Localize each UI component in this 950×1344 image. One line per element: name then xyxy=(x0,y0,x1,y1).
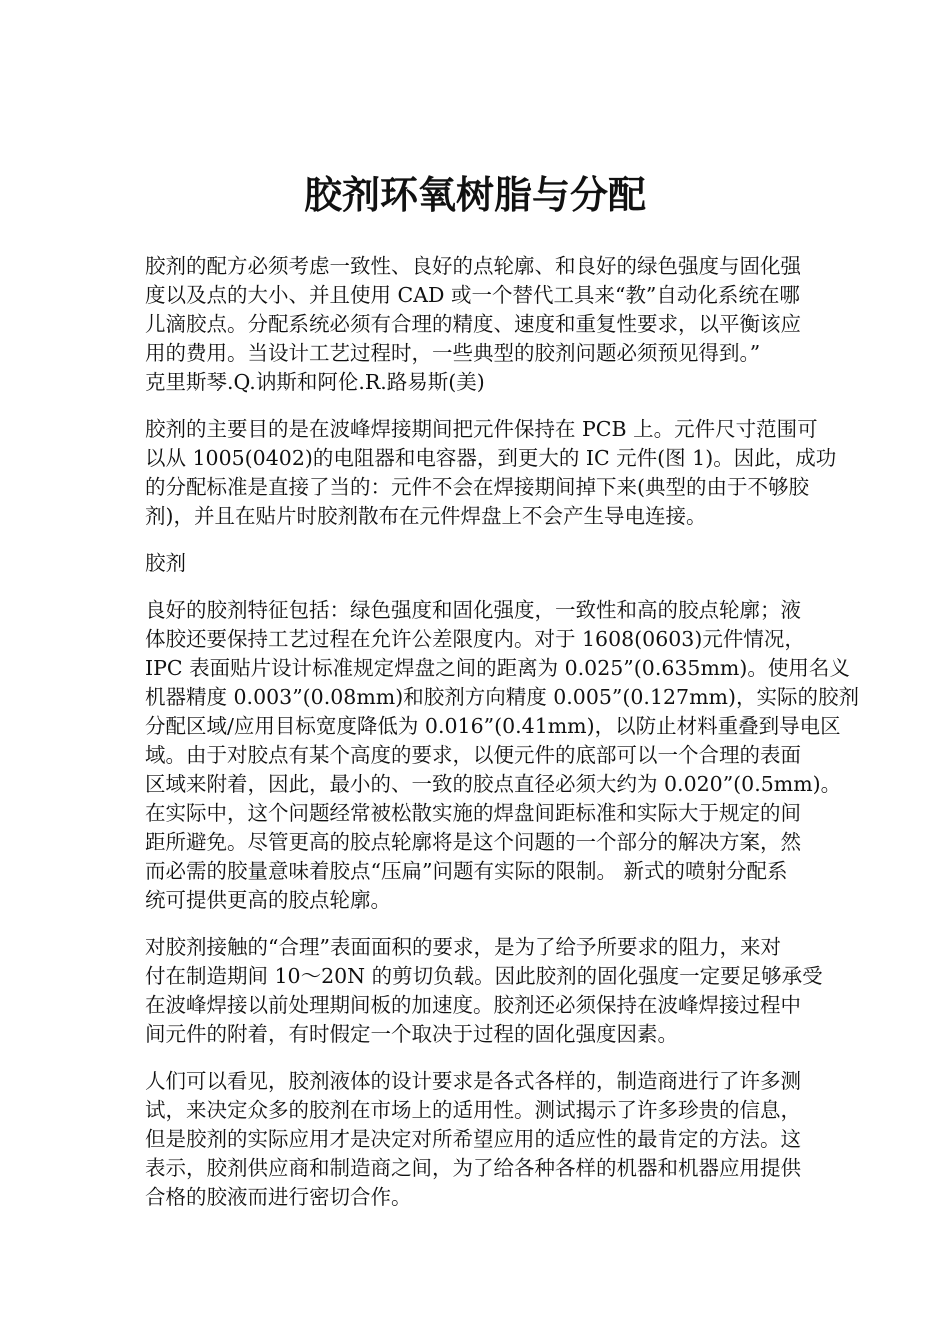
text-line: 但是胶剂的实际应用才是决定对所希望应用的适应性的最肯定的方法。这 xyxy=(145,1127,801,1151)
text-line: 度以及点的大小、并且使用 CAD 或一个替代工具来“教”自动化系统在哪 xyxy=(145,283,800,307)
text-line: 域。由于对胶点有某个高度的要求，以便元件的底部可以一个合理的表面 xyxy=(145,743,801,767)
text-line: 机器精度 0.003”(0.08mm)和胶剂方向精度 0.005”(0.127mm)，实际的胶剂 xyxy=(145,685,859,709)
text-line: 统可提供更高的胶点轮廓。 xyxy=(145,888,391,912)
paragraph-intro-quote xyxy=(145,252,870,397)
text-line: 用的费用。当设计工艺过程时，一些典型的胶剂问题必须预见得到。” xyxy=(145,341,761,365)
section-heading-text: 胶剂 xyxy=(145,551,186,575)
text-line: 表示，胶剂供应商和制造商之间，为了给各种各样的机器和机器应用提供 xyxy=(145,1156,801,1180)
paragraph-characteristics xyxy=(145,596,870,915)
paragraph-purpose xyxy=(145,415,870,531)
text-line: 合格的胶液而进行密切合作。 xyxy=(145,1185,412,1209)
paragraph-surface-area xyxy=(145,933,870,1049)
text-line: 付在制造期间 10～20N 的剪切负载。因此胶剂的固化强度一定要足够承受 xyxy=(145,964,823,988)
text-line: 在实际中，这个问题经常被松散实施的焊盘间距标准和实际大于规定的间 xyxy=(145,801,801,825)
text-line: 试，来决定众多的胶剂在市场上的适用性。测试揭示了许多珍贵的信息， xyxy=(145,1098,801,1122)
text-line: 胶剂的主要目的是在波峰焊接期间把元件保持在 PCB 上。元件尺寸范围可 xyxy=(145,417,818,441)
text-line: 分配区域/应用目标宽度降低为 0.016”(0.41mm)，以防止材料重叠到导电区 xyxy=(145,714,841,738)
text-line: 的分配标准是直接了当的：元件不会在焊接期间掉下来(典型的由于不够胶 xyxy=(145,475,809,499)
text-line: 间元件的附着，有时假定一个取决于过程的固化强度因素。 xyxy=(145,1022,678,1046)
document-body xyxy=(145,252,870,1230)
text-line: 距所避免。尽管更高的胶点轮廓将是这个问题的一个部分的解决方案，然 xyxy=(145,830,801,854)
text-line: 胶剂的配方必须考虑一致性、良好的点轮廓、和良好的绿色强度与固化强 xyxy=(145,254,801,278)
section-heading-adhesive xyxy=(145,549,870,578)
text-line: 儿滴胶点。分配系统必须有合理的精度、速度和重复性要求，以平衡该应 xyxy=(145,312,801,336)
document-title: 胶剂环氧树脂与分配 xyxy=(303,172,646,217)
author-line: 克里斯琴.Q.讷斯和阿伦.R.路易斯(美) xyxy=(145,370,485,394)
text-line: 良好的胶剂特征包括：绿色强度和固化强度，一致性和高的胶点轮廓；液 xyxy=(145,598,801,622)
text-line: 以从 1005(0402)的电阻器和电容器，到更大的 IC 元件(图 1)。因此，成功 xyxy=(145,446,837,470)
text-line: 区域来附着，因此，最小的、一致的胶点直径必须大约为 0.020”(0.5mm)。 xyxy=(145,772,842,796)
text-line: 人们可以看见，胶剂液体的设计要求是各式各样的，制造商进行了许多测 xyxy=(145,1069,801,1093)
paragraph-conclusion xyxy=(145,1067,870,1212)
text-line: 体胶还要保持工艺过程在允许公差限度内。对于 1608(0603)元件情况， xyxy=(145,627,805,651)
text-line: IPC 表面贴片设计标准规定焊盘之间的距离为 0.025”(0.635mm)。使用名义 xyxy=(145,656,850,680)
text-line: 剂)，并且在贴片时胶剂散布在元件焊盘上不会产生导电连接。 xyxy=(145,504,707,528)
text-line: 对胶剂接触的“合理”表面面积的要求，是为了给予所要求的阻力，来对 xyxy=(145,935,781,959)
text-line: 而必需的胶量意味着胶点“压扁”问题有实际的限制。 新式的喷射分配系 xyxy=(145,859,788,883)
text-line: 在波峰焊接以前处理期间板的加速度。胶剂还必须保持在波峰焊接过程中 xyxy=(145,993,801,1017)
